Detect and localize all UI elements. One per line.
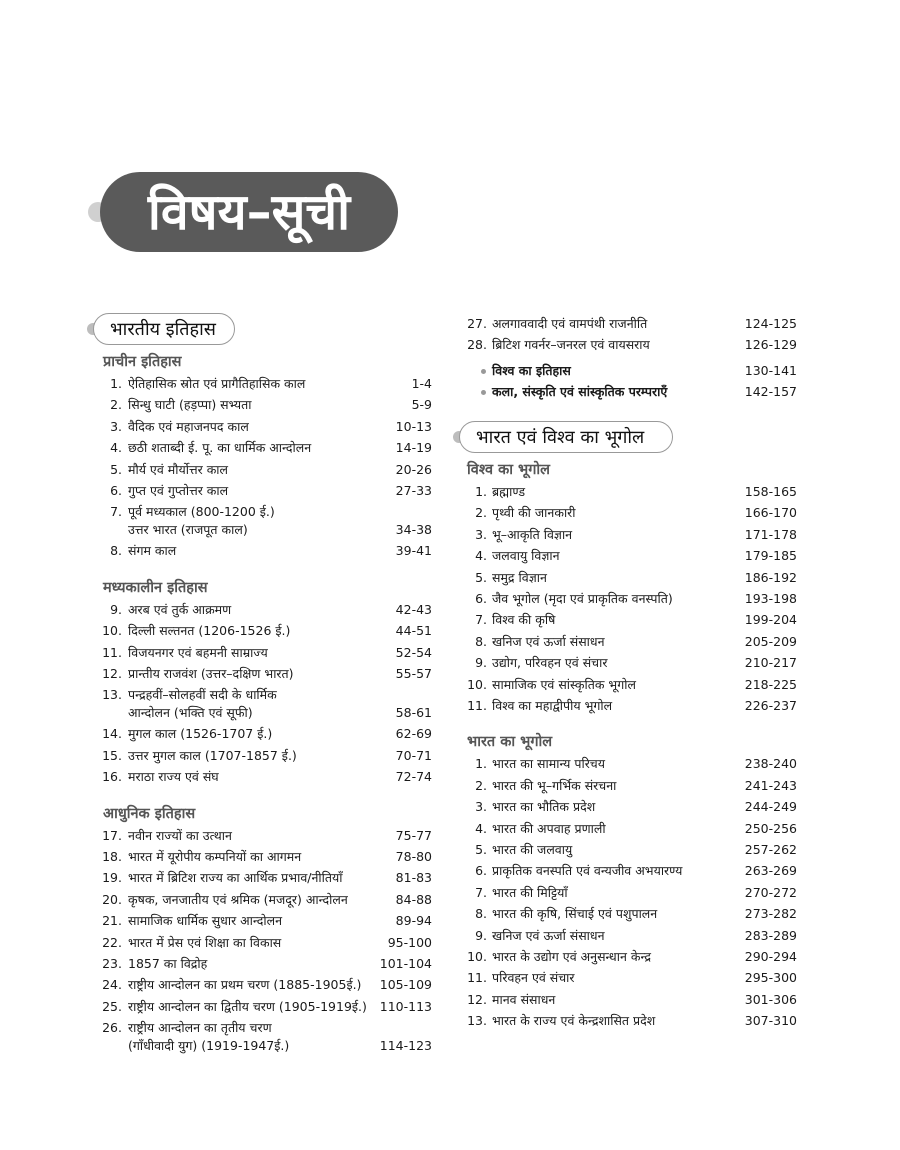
item-number: 17. bbox=[102, 827, 122, 843]
item-pages: 307-310 bbox=[744, 1013, 797, 1029]
item-number: 7. bbox=[475, 612, 487, 628]
item-number: 21. bbox=[102, 913, 122, 929]
item-number: 3. bbox=[110, 418, 122, 434]
item-number: 8. bbox=[475, 906, 487, 922]
item-number: 10. bbox=[467, 676, 487, 692]
item-title: जैव भूगोल (मृदा एवं प्राकृतिक वनस्पति) bbox=[492, 591, 673, 606]
item-number: 8. bbox=[110, 543, 122, 559]
item-title: भू–आकृति विज्ञान bbox=[492, 526, 573, 542]
item-pages: 186-192 bbox=[744, 569, 797, 585]
item-number: 5. bbox=[110, 461, 122, 477]
item-title: गुप्त एवं गुप्तोत्तर काल bbox=[128, 483, 229, 498]
item-pages: 20-26 bbox=[395, 461, 432, 477]
bullet-icon bbox=[481, 390, 486, 395]
item-number: 13. bbox=[467, 1013, 487, 1029]
item-pages: 81-83 bbox=[395, 870, 432, 886]
item-pages: 58-61 bbox=[395, 705, 432, 721]
item-number: 11. bbox=[467, 698, 487, 713]
item-number: 10. bbox=[467, 949, 487, 964]
item-pages: 84-88 bbox=[395, 891, 432, 907]
item-title: दिल्ली सल्तनत (1206-1526 ई.) bbox=[128, 623, 291, 639]
item-pages: 166-170 bbox=[744, 505, 797, 521]
item-title: भारत की भू–गर्भिक संरचना bbox=[492, 777, 617, 793]
item-number: 2. bbox=[475, 777, 487, 793]
item-number: 26. bbox=[102, 1020, 122, 1036]
bullet-icon bbox=[481, 369, 486, 374]
item-number: 14. bbox=[102, 726, 122, 742]
item-number: 12. bbox=[467, 991, 487, 1007]
item-number: 28. bbox=[467, 337, 487, 353]
item-title: भारत में प्रेस एवं शिक्षा का विकास bbox=[128, 934, 282, 950]
item-title: राष्ट्रीय आन्दोलन का प्रथम चरण (1885-1905ई.) bbox=[128, 977, 362, 993]
item-title: प्राकृतिक वनस्पति एवं वन्यजीव अभयारण्य bbox=[492, 863, 683, 879]
item-pages: 273-282 bbox=[744, 906, 797, 922]
item-title: राष्ट्रीय आन्दोलन का तृतीय चरण bbox=[128, 1020, 272, 1036]
item-pages: 270-272 bbox=[744, 884, 797, 900]
item-title: भारत की अपवाह प्रणाली bbox=[492, 820, 606, 836]
item-pages: 210-217 bbox=[744, 655, 797, 671]
item-pages: 226-237 bbox=[744, 698, 797, 713]
item-number: 24. bbox=[102, 977, 122, 993]
item-title: छठी शताब्दी ई. पू. का धार्मिक आन्दोलन bbox=[128, 440, 312, 456]
item-number: 27. bbox=[467, 316, 487, 331]
item-title: भारत की कृषि, सिंचाई एवं पशुपालन bbox=[492, 906, 658, 922]
item-pages: 218-225 bbox=[744, 676, 797, 692]
item-pages: 241-243 bbox=[744, 777, 797, 793]
section-heading: भारत एवं विश्व का भूगोल bbox=[459, 421, 673, 453]
item-title: भारत में ब्रिटिश राज्य का आर्थिक प्रभाव/नीतियाँ bbox=[128, 870, 343, 886]
item-pages: 244-249 bbox=[744, 799, 797, 815]
item-pages: 171-178 bbox=[744, 526, 797, 542]
item-pages: 78-80 bbox=[395, 849, 432, 864]
subsection-heading: भारत का भूगोल bbox=[467, 734, 553, 751]
item-number: 7. bbox=[110, 504, 122, 520]
item-title: सिन्धु घाटी (हड़प्पा) सभ्यता bbox=[128, 397, 252, 413]
item-pages: 14-19 bbox=[395, 440, 432, 456]
page-title: विषय–सूची bbox=[100, 172, 398, 252]
item-number: 5. bbox=[475, 569, 487, 585]
item-number: 19. bbox=[102, 870, 122, 886]
item-number: 2. bbox=[475, 505, 487, 521]
item-pages: 27-33 bbox=[395, 483, 432, 498]
subsection-heading: प्राचीन इतिहास bbox=[103, 354, 182, 370]
item-pages: 55-57 bbox=[395, 666, 432, 681]
item-pages: 283-289 bbox=[744, 927, 797, 943]
item-number: 4. bbox=[475, 548, 487, 564]
item-pages: 179-185 bbox=[744, 548, 797, 564]
item-title: ब्रह्माण्ड bbox=[492, 484, 526, 499]
item-number: 10. bbox=[102, 623, 122, 639]
item-number: 16. bbox=[102, 769, 122, 785]
item-pages: 124-125 bbox=[744, 316, 797, 331]
item-title: वैदिक एवं महाजनपद काल bbox=[128, 418, 249, 434]
item-title: उद्योग, परिवहन एवं संचार bbox=[492, 655, 608, 671]
item-pages: 295-300 bbox=[744, 970, 797, 986]
item-number: 6. bbox=[475, 863, 487, 879]
item-title: विश्व की कृषि bbox=[492, 612, 556, 628]
item-number: 9. bbox=[110, 601, 122, 617]
item-title: खनिज एवं ऊर्जा संसाधन bbox=[492, 927, 605, 943]
item-pages: 126-129 bbox=[744, 337, 797, 353]
item-title: भारत में यूरोपीय कम्पनियों का आगमन bbox=[128, 849, 302, 864]
item-title: ऐतिहासिक स्रोत एवं प्रागैतिहासिक काल bbox=[128, 376, 306, 391]
item-title: संगम काल bbox=[128, 543, 177, 559]
item-pages: 110-113 bbox=[379, 998, 432, 1014]
item-number: 6. bbox=[110, 483, 122, 498]
item-title: भारत का भौतिक प्रदेश bbox=[492, 799, 596, 815]
item-title: भारत की जलवायु bbox=[492, 842, 573, 857]
item-pages: 101-104 bbox=[379, 956, 432, 971]
section-heading: भारतीय इतिहास bbox=[93, 313, 235, 345]
item-title: मौर्य एवं मौर्योत्तर काल bbox=[128, 461, 229, 477]
item-number: 3. bbox=[475, 799, 487, 815]
item-title: राष्ट्रीय आन्दोलन का द्वितीय चरण (1905-1919ई.) bbox=[128, 998, 367, 1014]
item-pages: 205-209 bbox=[744, 633, 797, 649]
item-number: 12. bbox=[102, 666, 122, 681]
item-pages: 89-94 bbox=[395, 913, 432, 929]
subsection-heading: मध्यकालीन इतिहास bbox=[103, 579, 208, 596]
item-pages: 75-77 bbox=[395, 827, 432, 843]
item-title: भारत के उद्योग एवं अनुसन्धान केन्द्र bbox=[492, 949, 651, 964]
item-title: मानव संसाधन bbox=[492, 991, 556, 1007]
item-title: अलगाववादी एवं वामपंथी राजनीति bbox=[492, 316, 648, 331]
item-number: 4. bbox=[110, 440, 122, 456]
item-title: भारत के राज्य एवं केन्द्रशासित प्रदेश bbox=[492, 1013, 656, 1029]
item-number: 23. bbox=[102, 956, 122, 971]
item-pages: 1-4 bbox=[411, 376, 432, 391]
item-title: कृषक, जनजातीय एवं श्रमिक (मजदूर) आन्दोलन bbox=[128, 891, 348, 907]
item-number: 5. bbox=[475, 842, 487, 857]
item-number: 20. bbox=[102, 891, 122, 907]
subsection-heading: विश्व का भूगोल bbox=[467, 462, 550, 478]
item-title: जलवायु विज्ञान bbox=[492, 548, 560, 564]
item-pages: 34-38 bbox=[395, 522, 432, 538]
item-title-continued: आन्दोलन (भक्ति एवं सूफी) bbox=[128, 705, 253, 721]
item-title: पृथ्वी की जानकारी bbox=[492, 505, 576, 521]
item-number: 7. bbox=[475, 884, 487, 900]
item-title: खनिज एवं ऊर्जा संसाधन bbox=[492, 633, 605, 649]
item-pages: 263-269 bbox=[744, 863, 797, 879]
item-title: भारत का सामान्य परिचय bbox=[492, 756, 605, 772]
item-title: सामाजिक एवं सांस्कृतिक भूगोल bbox=[492, 676, 636, 692]
item-pages: 5-9 bbox=[411, 397, 432, 413]
item-title-continued: उत्तर भारत (राजपूत काल) bbox=[128, 522, 248, 538]
item-pages: 257-262 bbox=[744, 842, 797, 857]
item-number: 9. bbox=[475, 655, 487, 671]
item-number: 1. bbox=[475, 756, 487, 772]
item-title: समुद्र विज्ञान bbox=[492, 569, 547, 585]
item-title: विश्व का महाद्वीपीय भूगोल bbox=[492, 698, 613, 713]
item-pages: 301-306 bbox=[744, 991, 797, 1007]
item-pages: 158-165 bbox=[744, 484, 797, 499]
item-number: 22. bbox=[102, 934, 122, 950]
item-title: मुगल काल (1526-1707 ई.) bbox=[128, 726, 273, 742]
item-number: 18. bbox=[102, 849, 122, 864]
item-number: 25. bbox=[102, 998, 122, 1014]
item-pages: 105-109 bbox=[379, 977, 432, 993]
item-number: 8. bbox=[475, 633, 487, 649]
item-pages: 130-141 bbox=[744, 362, 797, 378]
item-pages: 62-69 bbox=[395, 726, 432, 742]
item-number: 15. bbox=[102, 747, 122, 763]
item-number: 9. bbox=[475, 927, 487, 943]
item-number: 3. bbox=[475, 526, 487, 542]
item-number: 1. bbox=[475, 484, 487, 499]
item-title: परिवहन एवं संचार bbox=[492, 970, 575, 986]
item-pages: 114-123 bbox=[379, 1038, 432, 1054]
item-pages: 199-204 bbox=[744, 612, 797, 628]
item-number: 1. bbox=[110, 376, 122, 391]
item-pages: 95-100 bbox=[387, 934, 432, 950]
item-pages: 70-71 bbox=[395, 747, 432, 763]
item-pages: 250-256 bbox=[744, 820, 797, 836]
item-title: नवीन राज्यों का उत्थान bbox=[128, 827, 232, 843]
item-title: विजयनगर एवं बहमनी साम्राज्य bbox=[128, 644, 268, 660]
item-title: 1857 का विद्रोह bbox=[128, 956, 208, 971]
item-number: 4. bbox=[475, 820, 487, 836]
item-title-continued: (गाँधीवादी युग) (1919-1947ई.) bbox=[128, 1038, 290, 1054]
item-number: 11. bbox=[467, 970, 487, 986]
item-pages: 10-13 bbox=[395, 418, 432, 434]
item-number: 6. bbox=[475, 591, 487, 606]
item-number: 11. bbox=[102, 644, 122, 660]
item-title: भारत की मिट्टियाँ bbox=[492, 884, 568, 900]
item-title: प्रान्तीय राजवंश (उत्तर–दक्षिण भारत) bbox=[128, 666, 294, 681]
item-title: मराठा राज्य एवं संघ bbox=[128, 769, 219, 785]
item-title: अरब एवं तुर्क आक्रमण bbox=[128, 601, 232, 617]
item-title: विश्व का इतिहास bbox=[492, 362, 571, 378]
item-number: 13. bbox=[102, 687, 122, 703]
item-pages: 72-74 bbox=[395, 769, 432, 785]
item-title: ब्रिटिश गवर्नर–जनरल एवं वायसराय bbox=[492, 337, 650, 353]
item-title: पूर्व मध्यकाल (800-1200 ई.) bbox=[128, 504, 275, 520]
item-title: पन्द्रहवीं–सोलहवीं सदी के धार्मिक bbox=[128, 687, 277, 703]
subsection-heading: आधुनिक इतिहास bbox=[103, 805, 196, 822]
item-pages: 193-198 bbox=[744, 591, 797, 606]
item-pages: 290-294 bbox=[744, 949, 797, 964]
item-pages: 52-54 bbox=[395, 644, 432, 660]
item-title: उत्तर मुगल काल (1707-1857 ई.) bbox=[128, 747, 297, 763]
item-title: सामाजिक धार्मिक सुधार आन्दोलन bbox=[128, 913, 283, 929]
item-pages: 238-240 bbox=[744, 756, 797, 772]
item-pages: 39-41 bbox=[395, 543, 432, 559]
item-title: कला, संस्कृति एवं सांस्कृतिक परम्पराएँ bbox=[492, 384, 668, 400]
item-pages: 142-157 bbox=[744, 384, 797, 400]
item-pages: 44-51 bbox=[395, 623, 432, 639]
item-number: 2. bbox=[110, 397, 122, 413]
item-pages: 42-43 bbox=[395, 601, 432, 617]
